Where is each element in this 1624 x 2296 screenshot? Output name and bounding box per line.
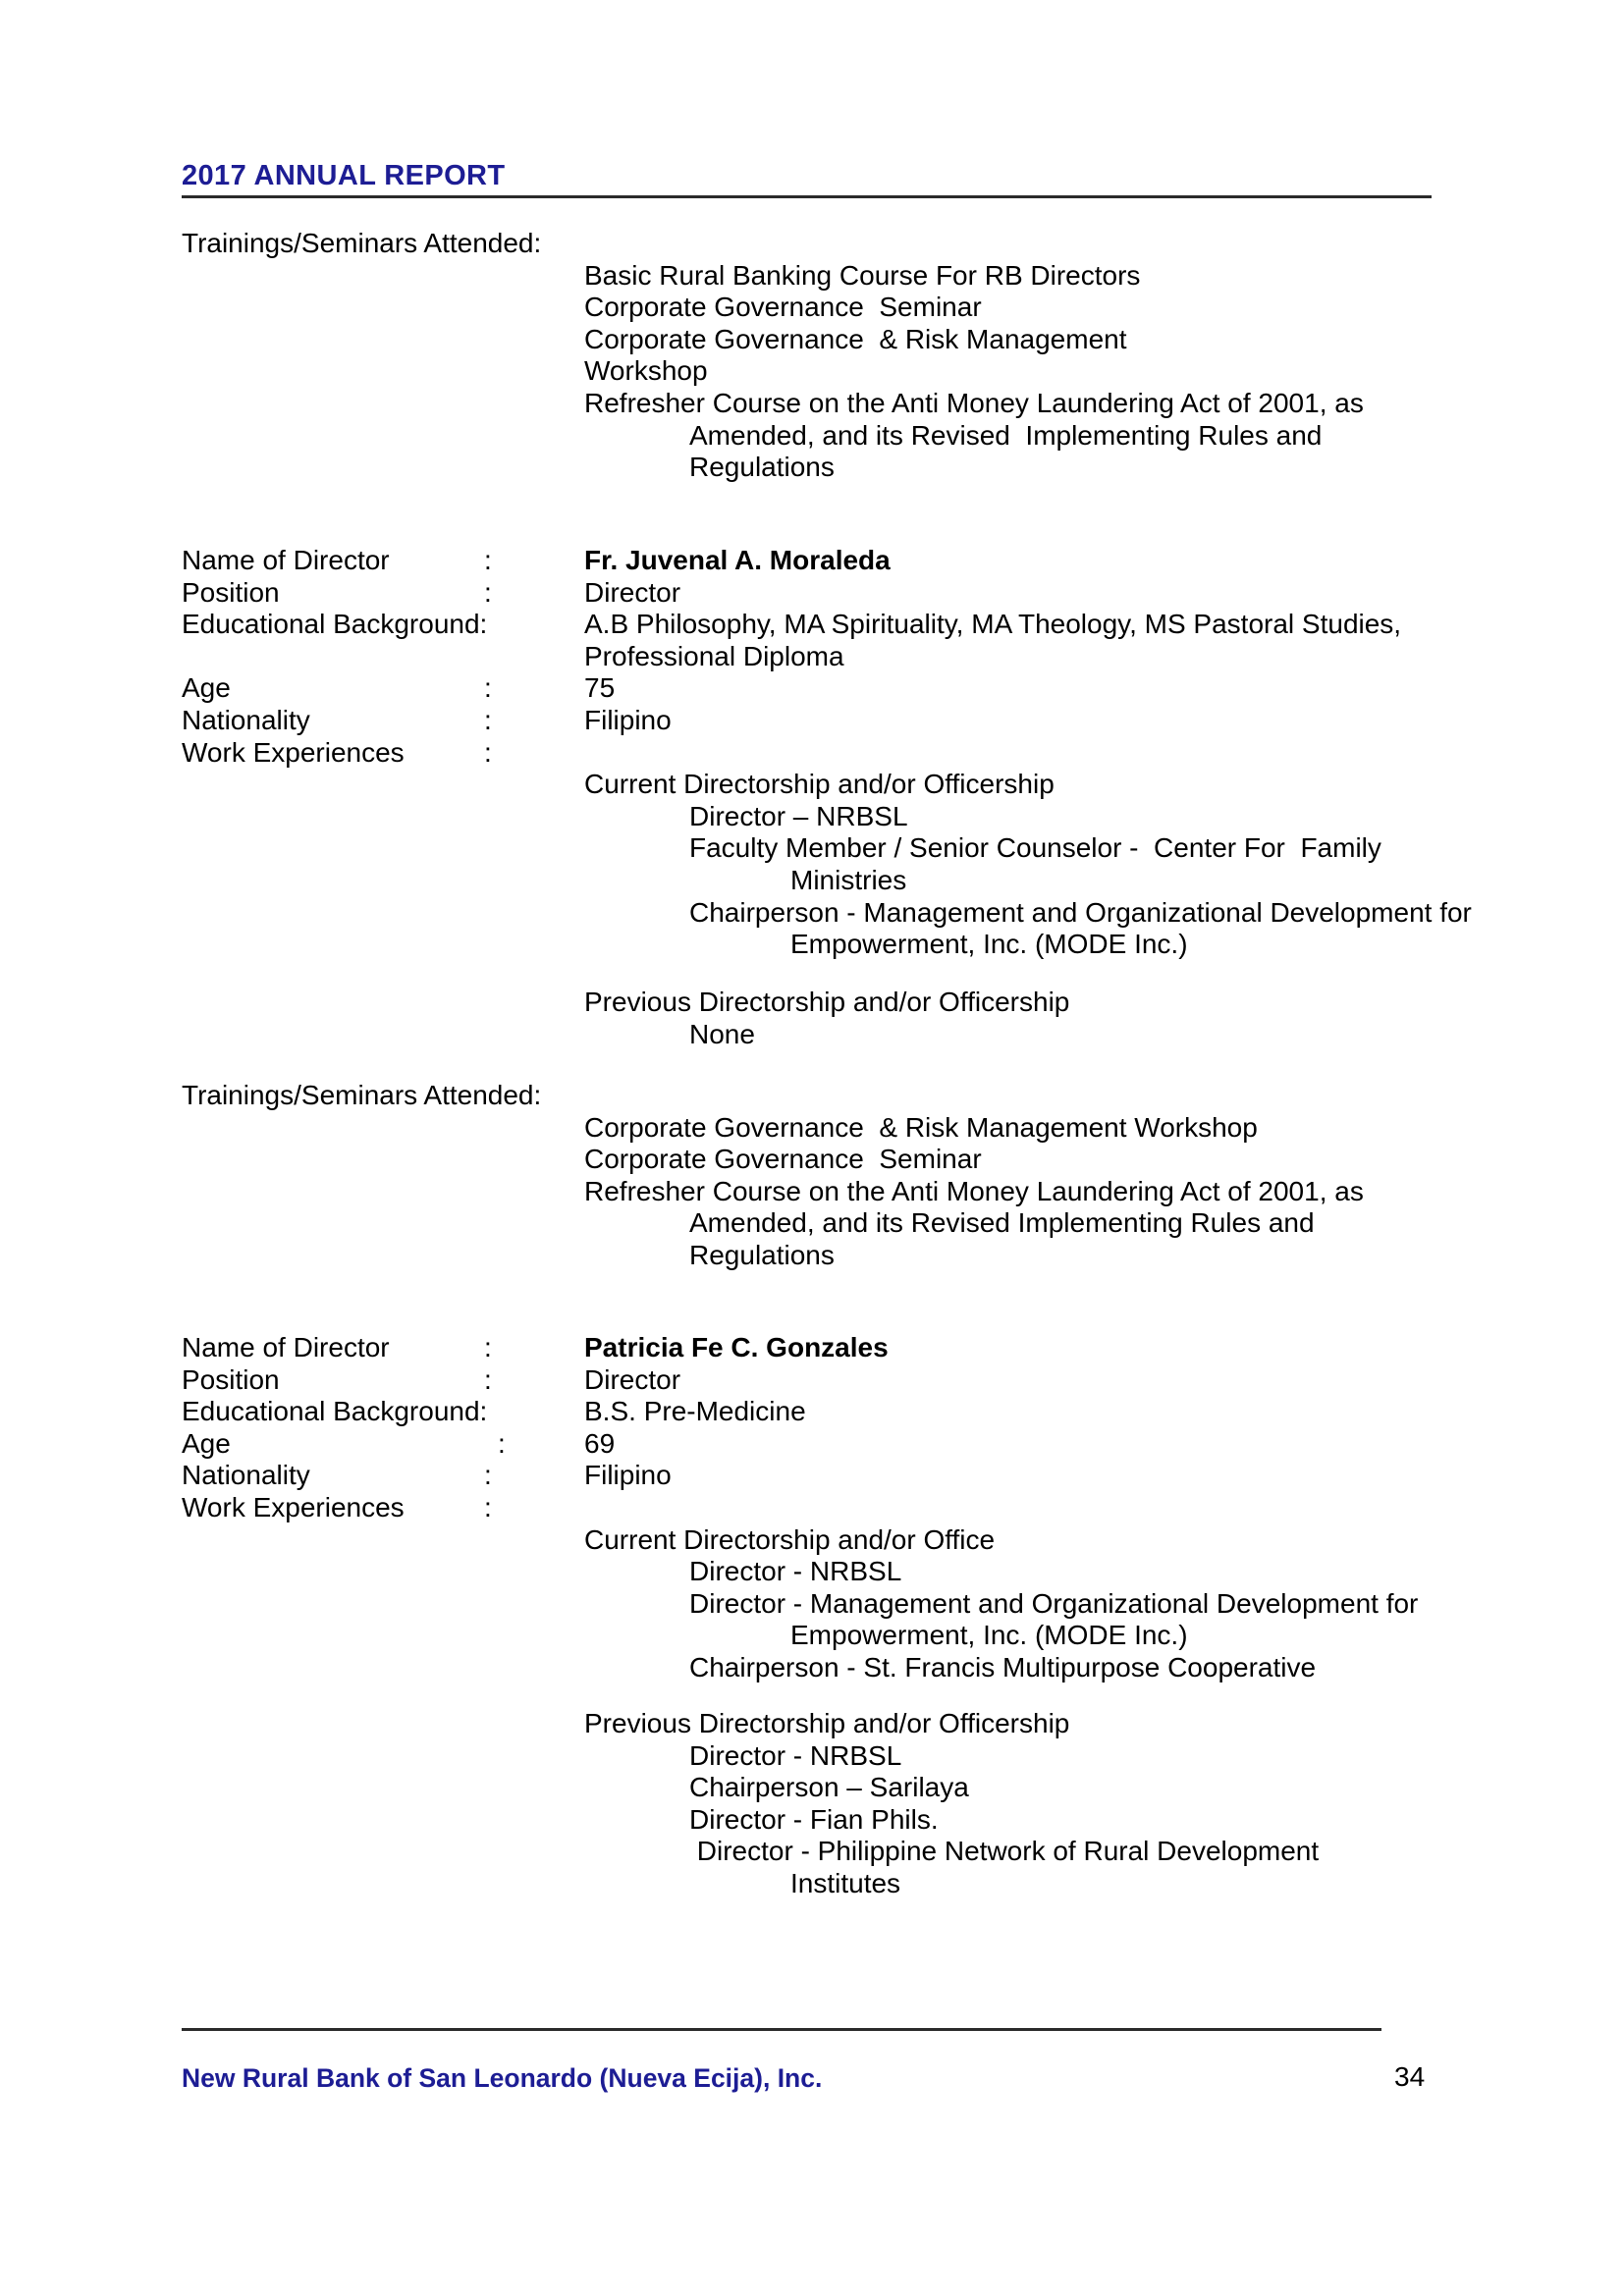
text-line: Director – NRBSL: [689, 800, 908, 831]
text-line: Professional Diploma: [584, 640, 844, 671]
text-row: [0, 388, 1624, 420]
header-rule: [182, 195, 1432, 198]
field-label: Work Experiences: [182, 736, 405, 768]
field-value: A.B Philosophy, MA Spirituality, MA Theology, MS Pastoral Studies,: [584, 609, 1402, 640]
text-row: [0, 1396, 1624, 1428]
text-line: Director - Fian Phils.: [689, 1803, 939, 1835]
field-label: Age: [182, 1427, 231, 1459]
text-line: Regulations: [689, 452, 835, 483]
text-line: Previous Directorship and/or Officership: [584, 987, 1070, 1017]
text-row: [0, 1772, 1624, 1804]
text-block: [0, 1708, 1624, 1900]
page-title: 2017 ANNUAL REPORT: [182, 160, 506, 191]
text-row: [0, 1556, 1624, 1588]
text-row: [0, 929, 1624, 961]
field-value: 75: [584, 672, 616, 704]
field-label: Educational Background:: [182, 609, 488, 640]
text-row: [0, 545, 1624, 577]
field-value: Fr. Juvenal A. Moraleda: [584, 545, 891, 575]
text-row: [0, 1364, 1624, 1397]
text-row: [0, 355, 1624, 388]
text-line: Amended, and its Revised Implementing Rules and: [689, 1207, 1315, 1239]
field-colon: :: [484, 1332, 492, 1362]
text-row: [0, 1019, 1624, 1051]
text-row: [0, 452, 1624, 484]
text-line: Previous Directorship and/or Officership: [584, 1708, 1070, 1738]
text-line: Chairperson – Sarilaya: [689, 1772, 969, 1803]
text-row: [0, 641, 1624, 673]
text-row: [0, 324, 1624, 356]
text-line: Corporate Governance Seminar: [584, 1144, 982, 1175]
text-row: [0, 1868, 1624, 1900]
text-row: [0, 897, 1624, 930]
text-line: Current Directorship and/or Office: [584, 1523, 996, 1555]
field-colon: :: [484, 1363, 492, 1395]
field-label: Age: [182, 672, 231, 704]
text-row: [0, 705, 1624, 737]
field-colon: :: [484, 672, 492, 704]
text-block: [0, 228, 1624, 484]
text-line: Institutes: [790, 1867, 901, 1898]
text-line: Director - NRBSL: [689, 1556, 902, 1587]
text-line: Amended, and its Revised Implementing Rules and: [689, 419, 1323, 451]
text-row: [0, 865, 1624, 897]
text-line: Faculty Member / Senior Counselor - Center For Family: [689, 832, 1381, 864]
field-label: Nationality: [182, 704, 310, 735]
text-row: [0, 1708, 1624, 1740]
text-line: Empowerment, Inc. (MODE Inc.): [790, 929, 1188, 960]
text-line: Basic Rural Banking Course For RB Directors: [584, 259, 1141, 291]
text-row: [0, 1492, 1624, 1524]
text-row: [0, 1836, 1624, 1868]
text-row: [0, 1652, 1624, 1684]
text-row: [0, 292, 1624, 324]
text-line: None: [689, 1018, 755, 1049]
text-block: [0, 987, 1624, 1050]
text-line: Workshop: [584, 355, 708, 387]
text-line: Current Directorship and/or Officership: [584, 769, 1055, 800]
text-line: Chairperson - St. Francis Multipurpose Cooperative: [689, 1651, 1317, 1682]
text-row: [0, 1460, 1624, 1492]
text-row: [0, 737, 1624, 770]
text-row: [0, 1207, 1624, 1240]
text-row: [0, 1332, 1624, 1364]
text-line: Director - NRBSL: [689, 1739, 902, 1771]
text-line: Director - Management and Organizational Development for: [689, 1587, 1419, 1619]
text-block: [0, 1080, 1624, 1272]
field-value: 69: [584, 1427, 616, 1459]
field-colon: :: [484, 736, 492, 768]
text-line: Chairperson - Management and Organizational Development for: [689, 896, 1472, 928]
field-colon: :: [484, 545, 492, 575]
text-row: [0, 1740, 1624, 1773]
text-row: [0, 987, 1624, 1019]
field-colon: :: [484, 1460, 492, 1491]
text-row: [0, 1428, 1624, 1461]
footer-rule: [182, 2028, 1381, 2031]
field-label: Nationality: [182, 1460, 310, 1491]
text-row: [0, 769, 1624, 801]
field-label: Name of Director: [182, 545, 390, 575]
text-line: Ministries: [790, 864, 907, 895]
text-line: Refresher Course on the Anti Money Laundering Act of 2001, as: [584, 1175, 1364, 1206]
text-row: [0, 1620, 1624, 1652]
field-label: Position: [182, 1363, 280, 1395]
text-line: Director - Philippine Network of Rural Development: [689, 1836, 1320, 1867]
field-colon: :: [484, 576, 492, 608]
text-row: [0, 1144, 1624, 1176]
text-line: Corporate Governance & Risk Management: [584, 323, 1127, 354]
text-row: [0, 228, 1624, 260]
field-value: B.S. Pre-Medicine: [584, 1396, 806, 1427]
field-value: Director: [584, 576, 681, 608]
text-row: [0, 672, 1624, 705]
field-value: Filipino: [584, 1460, 672, 1491]
text-row: [0, 1804, 1624, 1837]
text-line: Trainings/Seminars Attended:: [182, 1080, 542, 1110]
field-label: Educational Background:: [182, 1396, 488, 1427]
text-line: Empowerment, Inc. (MODE Inc.): [790, 1620, 1188, 1651]
field-label: Name of Director: [182, 1332, 390, 1362]
field-value: Filipino: [584, 704, 672, 735]
text-row: [0, 1240, 1624, 1272]
field-label: Work Experiences: [182, 1491, 405, 1522]
text-row: [0, 832, 1624, 865]
field-colon: :: [498, 1427, 506, 1459]
text-row: [0, 260, 1624, 293]
text-block: [0, 545, 1624, 961]
field-value: Director: [584, 1363, 681, 1395]
text-row: [0, 1588, 1624, 1621]
text-line: Regulations: [689, 1239, 835, 1270]
text-line: Trainings/Seminars Attended:: [182, 228, 542, 258]
field-value: Patricia Fe C. Gonzales: [584, 1332, 889, 1362]
text-row: [0, 1112, 1624, 1145]
text-block: [0, 1332, 1624, 1684]
footer-bank-name: New Rural Bank of San Leonardo (Nueva Ecija), Inc.: [182, 2063, 823, 2093]
text-row: [0, 577, 1624, 610]
text-line: Refresher Course on the Anti Money Laundering Act of 2001, as: [584, 387, 1364, 418]
text-row: [0, 609, 1624, 641]
text-line: Corporate Governance & Risk Management Workshop: [584, 1111, 1258, 1143]
text-row: [0, 1080, 1624, 1112]
field-colon: :: [484, 704, 492, 735]
text-row: [0, 801, 1624, 833]
text-row: [0, 420, 1624, 453]
text-line: Corporate Governance Seminar: [584, 292, 982, 323]
text-row: [0, 1176, 1624, 1208]
field-colon: :: [484, 1491, 492, 1522]
field-label: Position: [182, 576, 280, 608]
footer-page-number: 34: [1394, 2061, 1426, 2092]
text-row: [0, 1524, 1624, 1557]
